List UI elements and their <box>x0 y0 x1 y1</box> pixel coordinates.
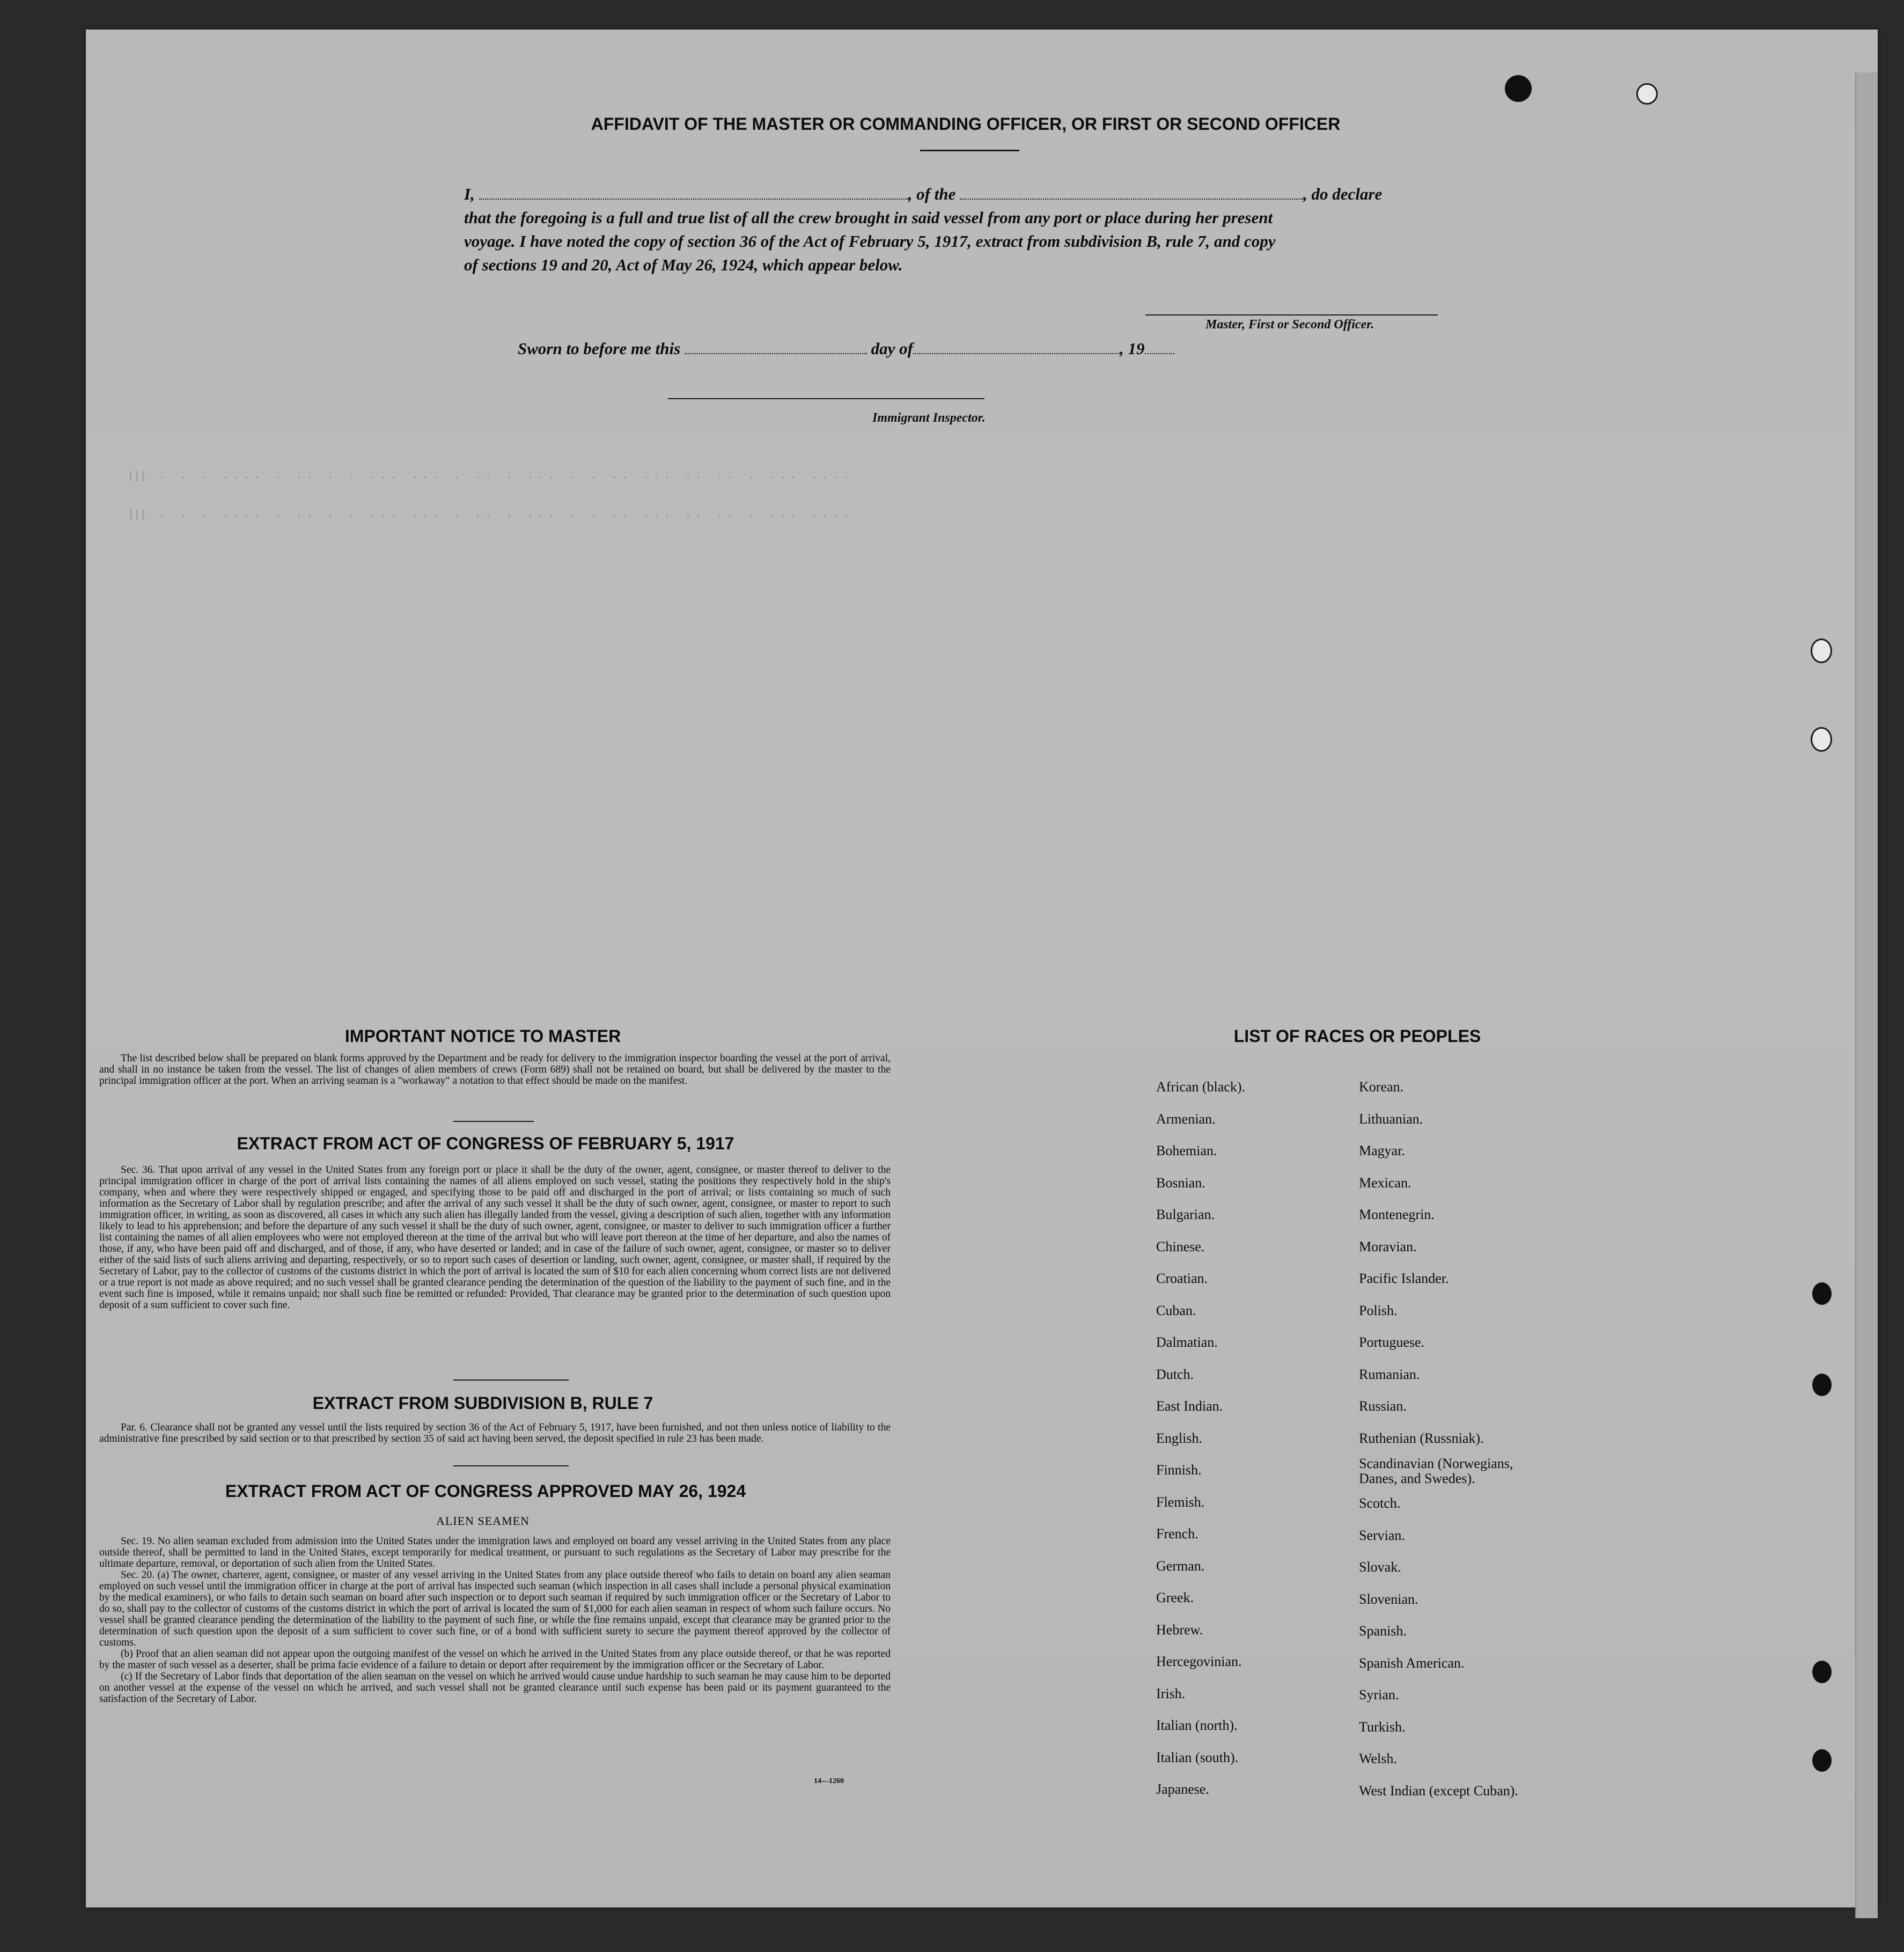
sworn-line <box>518 339 1174 358</box>
inspector-label: Immigrant Inspector. <box>872 411 986 425</box>
section-rule <box>453 1379 569 1381</box>
race-item: Italian (south). <box>1156 1749 1239 1765</box>
day-blank[interactable] <box>685 340 867 354</box>
paper-edge <box>1855 72 1878 1918</box>
declaration-line-2: that the foregoing is a full and true list of all the crew brought in said vessel from any port or place during her present <box>464 208 1273 227</box>
notice-paragraph: The list described below shall be prepared on blank forms approved by the Department and be ready for delivery to the immigration inspector boarding the vessel at the port of arrival, and shall in no instance be taken from the vessel. The list of changes of alien members of crews (Form 689) shall not be retained on board, but shall be delivered by the master to the principal immigration officer at the port. When an arriving seaman is a "workaway" a notation to that effect should be made on the manifest. <box>99 1053 891 1087</box>
affidavit-title: AFFIDAVIT OF THE MASTER OR COMMANDING OFFICER, OR FIRST OR SECOND OFFICER <box>591 114 1341 134</box>
race-item: Spanish. <box>1359 1623 1407 1639</box>
punch-hole <box>1811 639 1832 663</box>
race-item: Japanese. <box>1156 1781 1209 1797</box>
race-item: Rumanian. <box>1359 1366 1420 1382</box>
extract-1917-text <box>99 1164 891 1311</box>
race-item: Slovak. <box>1359 1559 1401 1575</box>
declaration-line-3: voyage. I have noted the copy of section 36 of the Act of February 5, 1917, extract from subdivision B, rule 7, and copy <box>464 232 1276 251</box>
name-blank[interactable] <box>479 186 908 200</box>
title-rule <box>920 150 1019 151</box>
extract-1917-title: EXTRACT FROM ACT OF CONGRESS OF FEBRUARY 5, 1917 <box>237 1134 734 1153</box>
declaration-do-declare: , do declare <box>1303 185 1383 203</box>
race-item: Korean. <box>1359 1079 1404 1095</box>
declaration-i: I, <box>464 185 475 203</box>
rule7-title: EXTRACT FROM SUBDIVISION B, RULE 7 <box>312 1393 653 1413</box>
race-item: Polish. <box>1359 1302 1398 1318</box>
race-item: Lithuanian. <box>1359 1111 1423 1127</box>
race-item: Hebrew. <box>1156 1621 1203 1638</box>
sec-20a-paragraph: Sec. 20. (a) The owner, charterer, agent, consignee, or master of any vessel arriving in the United States from any place outside thereof who fails to detain on board any alien seaman employed on such vessel until the immigration officer in charge at the port of arrival has inspected such seaman (which inspection in all cases shall include a personal physical examination by the medical examiners), or who fails to detain such seaman on board after such inspection or to deport such seaman if required by such immigration officer or the Secretary of Labor to do so, shall pay to the collector of customs of the customs district in which the port of arrival is located the sum of $1,000 for each alien seaman in respect of whom such failure occurs. No vessel shall be granted clearance pending the determination of the liability to the payment of such fine, or while the fine remains unpaid, except that clearance may be granted prior to the determination of such question upon the deposit of a sum sufficient to cover such fine, or of a bond with sufficient surety to secure the payment thereof approved by the collector of customs. <box>99 1569 891 1648</box>
race-item: Mexican. <box>1359 1175 1412 1191</box>
notice-title: IMPORTANT NOTICE TO MASTER <box>344 1026 621 1046</box>
declaration-text <box>464 182 1483 277</box>
sec-19-paragraph: Sec. 19. No alien seaman excluded from admission into the United States under the immigration laws and employed on board any vessel arriving in the United States from any place outside thereof, shall be permitted to land in the United States, except temporarily for medical treatment, or pursuant to such regulations as the Secretary of Labor may prescribe for the ultimate departure, removal, or deportation of such alien from the United States. <box>99 1536 891 1569</box>
race-item: West Indian (except Cuban). <box>1359 1782 1518 1799</box>
declaration-line-4: of sections 19 and 20, Act of May 26, 1924, which appear below. <box>464 255 903 274</box>
rule7-text <box>99 1422 891 1444</box>
race-item: Montenegrin. <box>1359 1207 1435 1222</box>
section-rule <box>453 1121 534 1122</box>
sec-20c-paragraph: (c) If the Secretary of Labor finds that deportation of the alien seaman on the vessel on which he arrived would cause undue hardship to such seaman he may cause him to be deported on another vessel at the expense of the vessel on which he arrived, and such vessel shall not be granted clearance until such expense has been paid or its payment guaranteed to the satisfaction of the Secretary of Labor. <box>99 1671 891 1705</box>
race-item: Bohemian. <box>1156 1143 1217 1158</box>
master-label: Master, First or Second Officer. <box>1205 318 1374 332</box>
race-item: German. <box>1156 1558 1205 1574</box>
race-item: Servian. <box>1359 1527 1405 1543</box>
race-item: Italian (north). <box>1156 1718 1238 1733</box>
punch-hole <box>1812 1661 1832 1683</box>
year-prefix: , 19 <box>1120 339 1145 358</box>
alien-seamen-subtitle: ALIEN SEAMEN <box>436 1514 530 1528</box>
declaration-line-1 <box>464 182 1483 206</box>
race-item: Cuban. <box>1156 1302 1196 1318</box>
day-of-text: day of <box>871 339 913 358</box>
race-item: Welsh. <box>1359 1751 1397 1766</box>
race-item: Ruthenian (Russniak). <box>1359 1430 1484 1446</box>
race-item: Pacific Islander. <box>1359 1271 1449 1286</box>
vessel-blank[interactable] <box>960 186 1303 200</box>
race-item: Chinese. <box>1156 1238 1205 1254</box>
race-item: Dalmatian. <box>1156 1334 1218 1350</box>
bleed-through: ⅠⅠⅠ · · · ···· · ·· · · ··· ··· · ·· · ··· · · ·· ··· ·· ·· · ··· ···· ⅠⅠⅠ · · · ···· · ·· · · ··· ··· · ·· · ··· · · ·· ··· ·· ·· · ··· ···· <box>129 469 852 524</box>
punch-hole <box>1811 727 1832 752</box>
race-item: Russian. <box>1359 1398 1407 1414</box>
sec-20b-paragraph: (b) Proof that an alien seaman did not appear upon the outgoing manifest of the vessel on which he arrived in the United States from any place outside thereof, or that he was reported by the master of such vessel as a deserter, shall be prima facie evidence of a failure to detain or deport after requirement by the immigration officer or the Secretary of Labor. <box>99 1648 891 1671</box>
race-item: Bosnian. <box>1156 1175 1205 1191</box>
race-item: African (black). <box>1156 1079 1246 1095</box>
race-item: Armenian. <box>1156 1111 1216 1127</box>
race-item: Flemish. <box>1156 1494 1205 1510</box>
par-6-paragraph: Par. 6. Clearance shall not be granted any vessel until the lists required by section 36 of the Act of February 5, 1917, have been furnished, and not then unless notice of liability to the administrative fine prescribed by said section or to that prescribed by section 35 of said act having been served, the deposit specified in rule 23 has been made. <box>99 1422 891 1444</box>
race-item: Hercegovinian. <box>1156 1654 1242 1669</box>
race-item: Dutch. <box>1156 1366 1194 1382</box>
section-rule <box>453 1465 569 1466</box>
form-code: 14—1260 <box>814 1777 844 1785</box>
race-item: Croatian. <box>1156 1271 1208 1286</box>
declaration-of-the: , of the <box>908 185 956 203</box>
extract-1924-title: EXTRACT FROM ACT OF CONGRESS APPROVED MAY 26, 1924 <box>225 1481 746 1501</box>
sworn-text: Sworn to before me this <box>518 339 681 358</box>
race-item: Slovenian. <box>1359 1591 1418 1607</box>
race-item: Finnish. <box>1156 1462 1202 1478</box>
race-item: Moravian. <box>1359 1238 1417 1254</box>
race-item: Magyar. <box>1359 1143 1405 1158</box>
extract-1924-text <box>99 1536 891 1705</box>
race-item: Bulgarian. <box>1156 1207 1215 1222</box>
race-item: Scotch. <box>1359 1495 1401 1511</box>
race-item: Scandinavian (Norwegians, Danes, and Swedes). <box>1359 1456 1513 1486</box>
race-item: Syrian. <box>1359 1687 1399 1703</box>
race-item: Greek. <box>1156 1590 1194 1605</box>
master-signature-line[interactable] <box>1145 314 1438 315</box>
race-item: Turkish. <box>1359 1719 1406 1735</box>
punch-hole <box>1636 83 1658 105</box>
punch-hole <box>1812 1282 1832 1305</box>
race-item: English. <box>1156 1430 1202 1446</box>
sec-36-paragraph: Sec. 36. That upon arrival of any vessel in the United States from any foreign port or place it shall be the duty of the owner, agent, consignee, or master thereof to deliver to the principal immigration officer in charge of the port of arrival lists containing the names of all aliens employed on such vessel, stating the positions they respectively hold in the ship's company, when and where they were respectively shipped or engaged, and specifying those to be paid off and discharged in the port of arrival; or lists containing so much of such information as the Secretary of Labor shall by regulation prescribe; and after the arrival of any such vessel it shall be the duty of such owner, agent, consignee, or master to report to such immigration officer, in writing, as soon as discovered, all cases in which any such alien has illegally landed from the vessel, giving a description of such alien, together with any information likely to lead to his apprehension; and before the departure of any such vessel it shall be the duty of such owner, agent, consignee, or master to deliver to such immigration officer a further list containing the names of all alien employees who were not employed thereon at the time of the arrival but who will leave port thereon at the time of her departure, and also the names of those, if any, who have been paid off and discharged, and of those, if any, who have deserted or landed; and in case of the failure of such owner, agent, consignee, or master so to deliver either of the said lists of such aliens arriving and departing, respectively, or so to report such cases of desertion or landing, such owner, agent, consignee, or master shall, if required by the Secretary of Labor, pay to the collector of customs of the customs district in which the port of arrival is located the sum of $10 for each alien concerning whom correct lists are not delivered or a true report is not made as above required; and no such vessel shall be granted clearance pending the determination of the question of the liability to the payment of such fine, and in the event such fine is imposed, while it remains unpaid; nor shall such fine be remitted or refunded: Provided, That clearance may be granted prior to the determination of such question upon deposit of a sum sufficient to cover such fine. <box>99 1164 891 1311</box>
race-item: Irish. <box>1156 1685 1186 1701</box>
month-blank[interactable] <box>913 340 1120 354</box>
notice-text <box>99 1053 891 1087</box>
races-column-1 <box>1156 1071 1245 1806</box>
race-item: Spanish American. <box>1359 1655 1465 1671</box>
inspector-signature-line[interactable] <box>668 398 984 399</box>
punch-hole <box>1505 75 1532 102</box>
year-blank[interactable] <box>1145 340 1174 354</box>
race-item: East Indian. <box>1156 1398 1223 1414</box>
races-title: LIST OF RACES OR PEOPLES <box>1233 1026 1481 1046</box>
races-column-2 <box>1359 1071 1541 1807</box>
race-item: French. <box>1156 1526 1199 1542</box>
punch-hole <box>1812 1374 1832 1396</box>
race-item: Portuguese. <box>1359 1334 1425 1350</box>
punch-hole <box>1812 1749 1832 1772</box>
